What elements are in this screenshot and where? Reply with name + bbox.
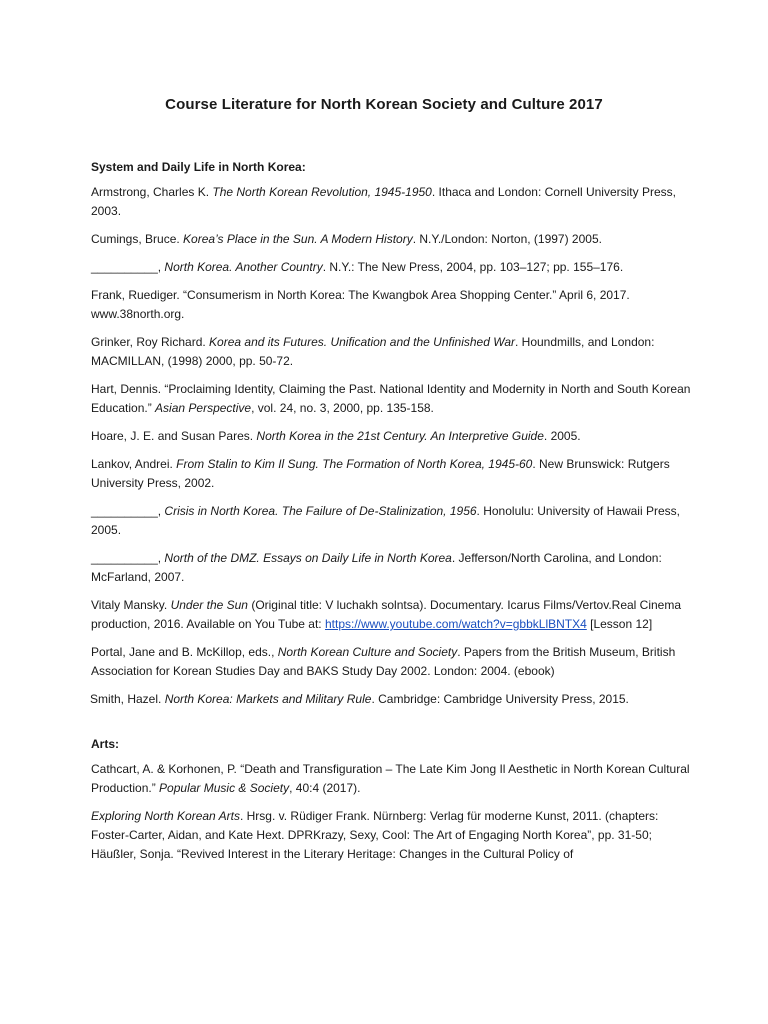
entry-title: North of the DMZ. Essays on Daily Life in North Korea <box>164 551 452 565</box>
section-heading-system-daily-life: System and Daily Life in North Korea: <box>91 160 306 174</box>
entry-publication: . Honolulu: University of Hawaii Press, 2005. <box>91 504 680 537</box>
entry-author: __________, <box>91 504 165 518</box>
bibliography-entry <box>90 690 691 709</box>
entry-title: The North Korean Revolution, 1945-1950 <box>212 185 432 199</box>
entry-author: Hoare, J. E. and Susan Pares. <box>91 429 257 443</box>
entry-title: North Korean Culture and Society <box>277 645 458 659</box>
entry-publication: . Papers from the British Museum, British Association for Korean Studies Day and BAKS Study Day 2002. London: 2004. (ebook) <box>91 645 676 678</box>
bibliography-entry <box>91 427 691 446</box>
entry-author: Vitaly Mansky. <box>91 598 171 612</box>
entry-lesson-note: [Lesson 12] <box>586 617 653 631</box>
entry-title: North Korea. Another Country <box>164 260 323 274</box>
entry-title: Korea and its Futures. Unification and the Unfinished War <box>209 335 515 349</box>
entry-author: Hart, Dennis. “Proclaiming Identity, Claiming the Past. National Identity and Modernity in North and South Korean Education.” <box>91 382 691 415</box>
entry-author: __________, <box>91 260 165 274</box>
entry-title: Asian Perspective <box>155 401 252 415</box>
entry-publication: . Cambridge: Cambridge University Press, 2015. <box>371 692 629 706</box>
youtube-link[interactable]: https://www.youtube.com/watch?v=gbbkLlBNTX4 <box>324 617 587 631</box>
bibliography-entry <box>91 596 691 634</box>
entry-publication: (Original title: V luchakh solntsa). Documentary. Icarus Films/Vertov.Real Cinema production, 2016. Available on You Tube at: <box>91 598 682 631</box>
entry-publication: . Hrsg. v. Rüdiger Frank. Nürnberg: Verlag für moderne Kunst, 2011. (chapters: Foster-Carter, Aidan, and Kate Hext. DPRKrazy, Sexy, Cool: The Art of Engaging North Korea”, pp. 31-50; Häußler, Sonja. “Revived Interest in the Literary Heritage: Changes in the Cultural Policy of <box>91 809 659 861</box>
bibliography-entry <box>91 333 691 371</box>
entry-publication: , 40:4 (2017). <box>289 781 361 795</box>
entry-author: Smith, Hazel. <box>90 692 165 706</box>
entry-author: Lankov, Andrei. <box>91 457 177 471</box>
bibliography-entry <box>91 455 691 493</box>
entry-title: Exploring North Korean Arts <box>91 809 240 823</box>
section-heading-arts: Arts: <box>91 737 120 751</box>
entry-publication: . Houndmills, and London: MACMILLAN, (1998) 2000, pp. 50-72. <box>91 335 655 368</box>
entry-title: North Korea: Markets and Military Rule <box>164 692 372 706</box>
entry-title: Korea’s Place in the Sun. A Modern History <box>183 232 413 246</box>
entry-publication: , vol. 24, no. 3, 2000, pp. 135-158. <box>251 401 434 415</box>
bibliography-entry <box>91 380 691 418</box>
entry-title: Popular Music & Society <box>159 781 290 795</box>
bibliography-entry <box>91 549 691 587</box>
entry-author: Frank, Ruediger. “Consumerism in North Korea: The Kwangbok Area Shopping Center.” April 6, 2017. www.38north.org. <box>91 288 630 321</box>
bibliography-entry <box>91 502 691 540</box>
entry-author: Armstrong, Charles K. <box>91 185 213 199</box>
bibliography-entry <box>91 286 691 324</box>
entry-title: North Korea in the 21st Century. An Interpretive Guide <box>256 429 544 443</box>
entry-publication: . 2005. <box>543 429 581 443</box>
entry-author: Grinker, Roy Richard. <box>91 335 210 349</box>
entry-title: Under the Sun <box>170 598 248 612</box>
entry-publication: . Ithaca and London: Cornell University Press, 2003. <box>91 185 676 218</box>
entry-publication: . N.Y.: The New Press, 2004, pp. 103–127; pp. 155–176. <box>322 260 624 274</box>
entry-title: Crisis in North Korea. The Failure of De-Stalinization, 1956 <box>164 504 477 518</box>
entry-publication: . N.Y./London: Norton, (1997) 2005. <box>412 232 602 246</box>
bibliography-entry <box>91 183 691 221</box>
bibliography-entry <box>91 230 691 249</box>
document-body <box>91 158 691 873</box>
entry-publication: . New Brunswick: Rutgers University Press, 2002. <box>91 457 670 490</box>
bibliography-entry <box>91 760 691 798</box>
entry-publication: . Jefferson/North Carolina, and London: McFarland, 2007. <box>91 551 662 584</box>
bibliography-entry <box>91 258 691 277</box>
entry-author: Portal, Jane and B. McKillop, eds., <box>91 645 278 659</box>
entry-title: From Stalin to Kim Il Sung. The Formation of North Korea, 1945-60 <box>176 457 533 471</box>
bibliography-entry <box>91 807 691 864</box>
entry-author: Cumings, Bruce. <box>91 232 184 246</box>
document-title: Course Literature for North Korean Society and Culture 2017 <box>165 96 603 113</box>
entry-author: Cathcart, A. & Korhonen, P. “Death and Transfiguration – The Late Kim Jong Il Aesthetic in North Korean Cultural Production.” <box>91 762 690 795</box>
entry-author: __________, <box>91 551 165 565</box>
bibliography-entry <box>91 643 691 681</box>
